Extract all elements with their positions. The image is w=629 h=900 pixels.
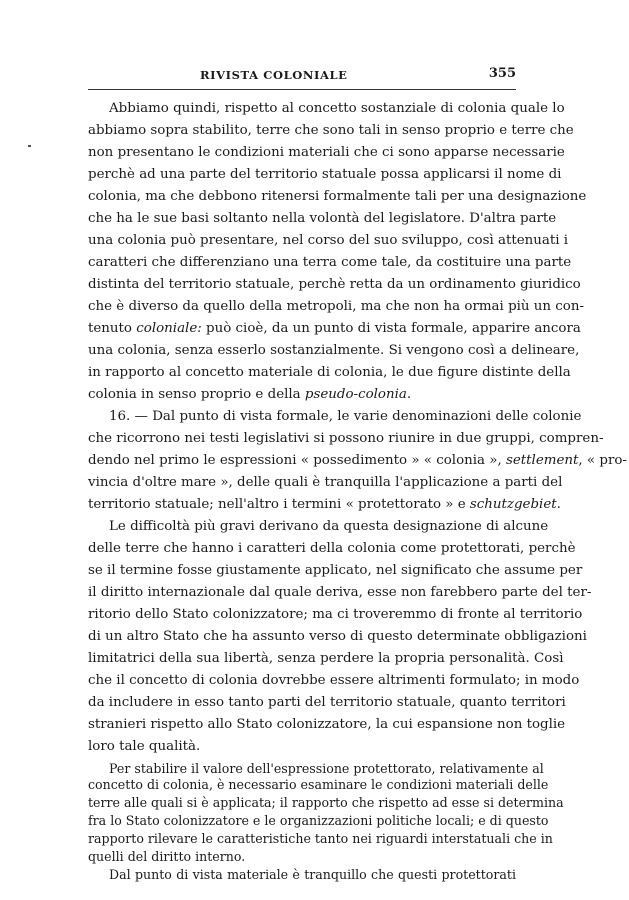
- text-line: stranieri rispetto allo Stato colonizzatore, la cui espansione non toglie: [88, 717, 566, 732]
- text-line: colonia, ma che debbono ritenersi formalmente tali per una designazione: [88, 189, 587, 204]
- text-line: Dal punto di vista materiale è tranquillo che questi protettorati: [109, 867, 516, 882]
- text-line: concetto di colonia, è necessario esaminare le condizioni materiali delle: [88, 777, 549, 792]
- page-number: 355: [488, 66, 516, 81]
- text-line: vincia d'oltre mare », delle quali è tranquilla l'applicazione a parti del: [88, 475, 563, 490]
- text-line: distinta del territorio statuale, perchè retta da un ordinamento giuridico: [88, 277, 581, 292]
- text-line: Le difficoltà più gravi derivano da questa designazione di alcune: [109, 519, 549, 534]
- italic-term: coloniale:: [136, 321, 202, 336]
- text-line: colonia in senso proprio e della pseudo-colonia.: [88, 387, 412, 402]
- text-line: territorio statuale; nell'altro i termini « protettorato » e schutzgebiet.: [88, 497, 561, 512]
- text-line: perchè ad una parte del territorio statuale possa applicarsi il nome di: [88, 167, 562, 182]
- italic-term: pseudo-colonia: [304, 387, 407, 402]
- text-line: terre alle quali si è applicata; il rapporto che rispetto ad esse si determina: [88, 795, 564, 810]
- text-line: non presentano le condizioni materiali che ci sono apparse necessarie: [88, 145, 565, 160]
- text-line: il diritto internazionale dal quale deriva, esse non farebbero parte del ter-: [88, 585, 592, 600]
- text-line: abbiamo sopra stabilito, terre che sono tali in senso proprio e terre che: [88, 123, 574, 138]
- text-line: che il concetto di colonia dovrebbe essere altrimenti formulato; in modo: [88, 673, 580, 688]
- text-line: dendo nel primo le espressioni « possedimento » « colonia », settlement, « pro-: [88, 453, 627, 468]
- text-line: che è diverso da quello della metropoli, ma che non ha ormai più un con-: [88, 299, 585, 314]
- text-line: quelli del diritto interno.: [88, 849, 246, 864]
- text-line: una colonia, senza esserlo sostanzialmente. Si vengono così a delineare,: [88, 343, 580, 358]
- text-line: rapporto rilevare le caratteristiche tanto nei riguardi interstatuali che in: [88, 831, 553, 846]
- text-line: ritorio dello Stato colonizzatore; ma ci troveremmo di fronte al territorio: [88, 607, 583, 622]
- journal-title: RIVISTA COLONIALE: [200, 68, 348, 82]
- text-line: che ricorrono nei testi legislativi si possono riunire in due gruppi, compren-: [88, 431, 604, 446]
- text-line: limitatrici della sua libertà, senza perdere la propria personalità. Così: [88, 651, 564, 666]
- text-line: una colonia può presentare, nel corso del suo sviluppo, così attenuati i: [88, 233, 569, 248]
- text-line: fra lo Stato colonizzatore e le organizzazioni politiche locali; e di questo: [88, 813, 549, 828]
- text-line: Per stabilire il valore dell'espressione protettorato, relativamente al: [109, 761, 544, 776]
- margin-speck: [28, 145, 31, 147]
- text-line: tenuto coloniale: può cioè, da un punto di vista formale, apparire ancora: [88, 321, 581, 336]
- running-header: [88, 68, 516, 88]
- text-line: che ha le sue basi soltanto nella volontà del legislatore. D'altra parte: [88, 211, 557, 226]
- section-16-start: 16. — Dal punto di vista formale, le varie denominazioni delle colonie: [109, 409, 582, 424]
- text-line: delle terre che hanno i caratteri della colonia come protettorati, perchè: [88, 541, 576, 556]
- italic-term: settlement: [506, 453, 579, 468]
- header-rule: [88, 89, 516, 90]
- italic-term: schutzgebiet: [469, 497, 557, 512]
- text-line: in rapporto al concetto materiale di colonia, le due figure distinte della: [88, 365, 571, 380]
- text-line: loro tale qualità.: [88, 739, 201, 754]
- text-line: Abbiamo quindi, rispetto al concetto sostanziale di colonia quale lo: [109, 101, 565, 116]
- text-line: se il termine fosse giustamente applicato, nel significato che assume per: [88, 563, 583, 578]
- text-line: di un altro Stato che ha assunto verso di questo determinate obbligazioni: [88, 629, 587, 644]
- text-line: da includere in esso tanto parti del territorio statuale, quanto territori: [88, 695, 566, 710]
- text-line: caratteri che differenziano una terra come tale, da costituire una parte: [88, 255, 572, 270]
- text-line-hidden-b: [88, 880, 516, 881]
